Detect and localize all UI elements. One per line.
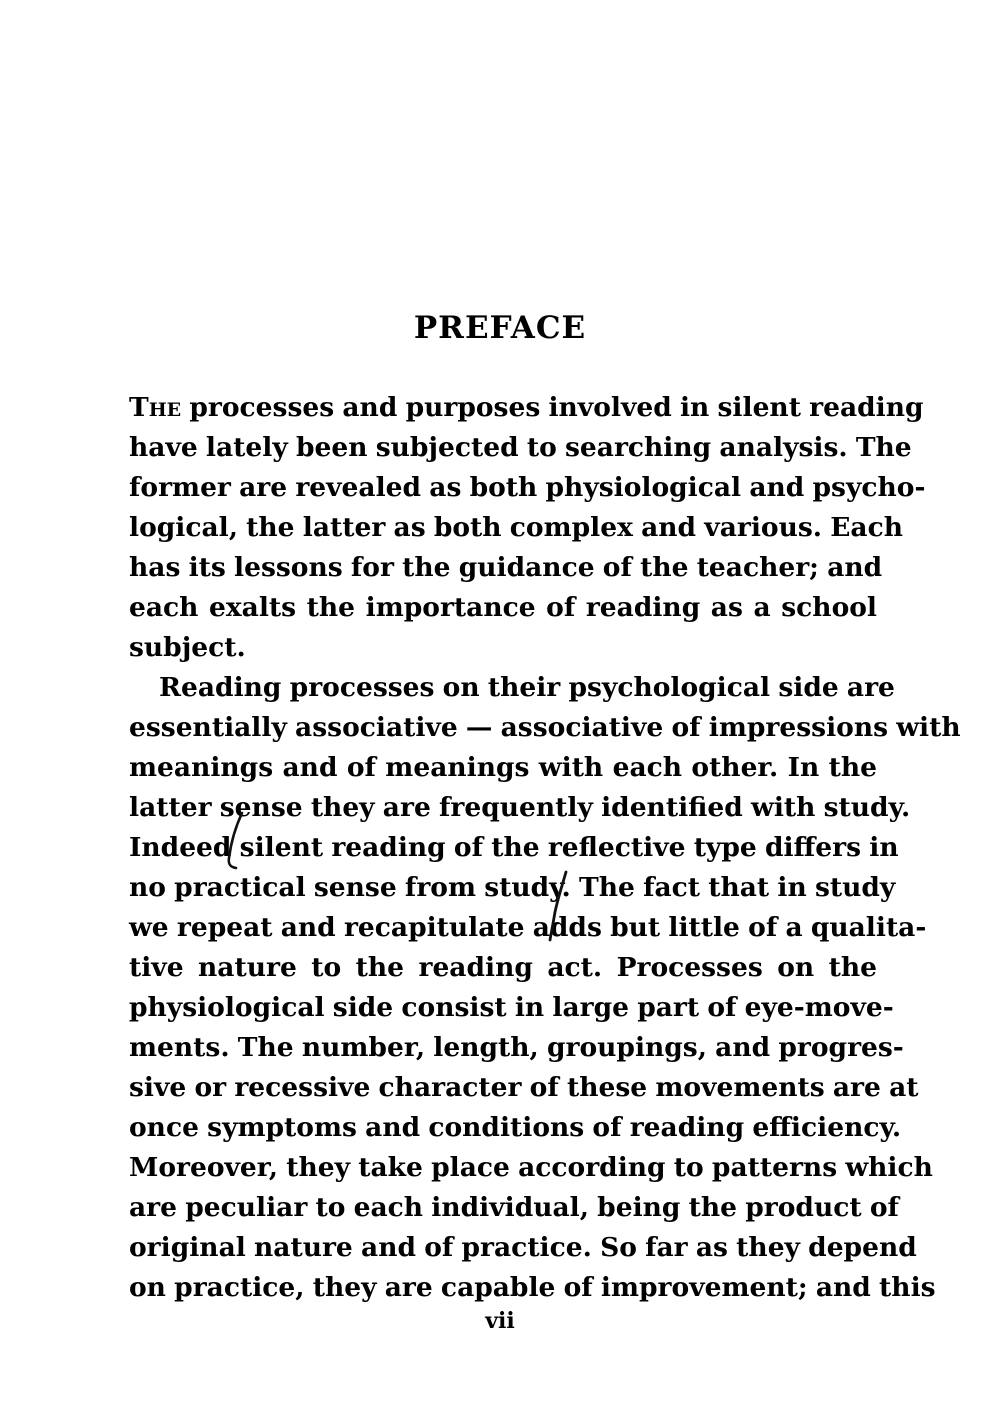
- text-line: ments. The number, length, groupings, and progres-: [129, 1032, 904, 1063]
- text-line: meanings and of meanings with each other. In the: [129, 752, 877, 783]
- line-text: processes and purposes involved in silent reading: [181, 392, 924, 423]
- text-line: we repeat and recapitulate adds but little of a qualita-: [129, 912, 927, 943]
- text-line: are peculiar to each individual, being the product of: [129, 1192, 899, 1223]
- text-line: have lately been subjected to searching analysis. The: [129, 432, 912, 463]
- page-title: PREFACE: [413, 310, 587, 346]
- text-line: physiological side consist in large part of eye-move-: [129, 992, 894, 1023]
- text-line: former are revealed as both physiological and psycho-: [129, 472, 926, 503]
- text-line: has its lessons for the guidance of the teacher; and: [129, 552, 883, 583]
- text-line: no practical sense from study. The fact that in study: [129, 872, 896, 903]
- text-line: essentially associative — associative of impressions with: [129, 712, 961, 743]
- text-line: each exalts the importance of reading as a school: [129, 592, 877, 623]
- text-line: Moreover, they take place according to patterns which: [129, 1152, 933, 1183]
- text-line: on practice, they are capable of improvement; and this: [129, 1272, 936, 1303]
- text-line: subject.: [129, 632, 246, 663]
- text-line: Indeed silent reading of the reflective type differs in: [129, 832, 899, 863]
- text-line: sive or recessive character of these movements are at: [129, 1072, 919, 1103]
- page-number: vii: [485, 1308, 515, 1334]
- paragraph-2: [129, 668, 961, 1308]
- text-line: Reading processes on their psychological side are: [159, 672, 895, 703]
- preface-body: [129, 388, 961, 1308]
- text-line: latter sense they are frequently identified with study.: [129, 792, 911, 823]
- paragraph-1: [129, 388, 926, 668]
- text-line: [129, 388, 924, 428]
- text-line: once symptoms and conditions of reading efficiency.: [129, 1112, 902, 1143]
- text-line: logical, the latter as both complex and various. Each: [129, 512, 903, 543]
- lead-word: The: [129, 392, 182, 423]
- text-line: original nature and of practice. So far as they depend: [129, 1232, 917, 1263]
- text-line: tive nature to the reading act. Processes on the: [129, 952, 877, 983]
